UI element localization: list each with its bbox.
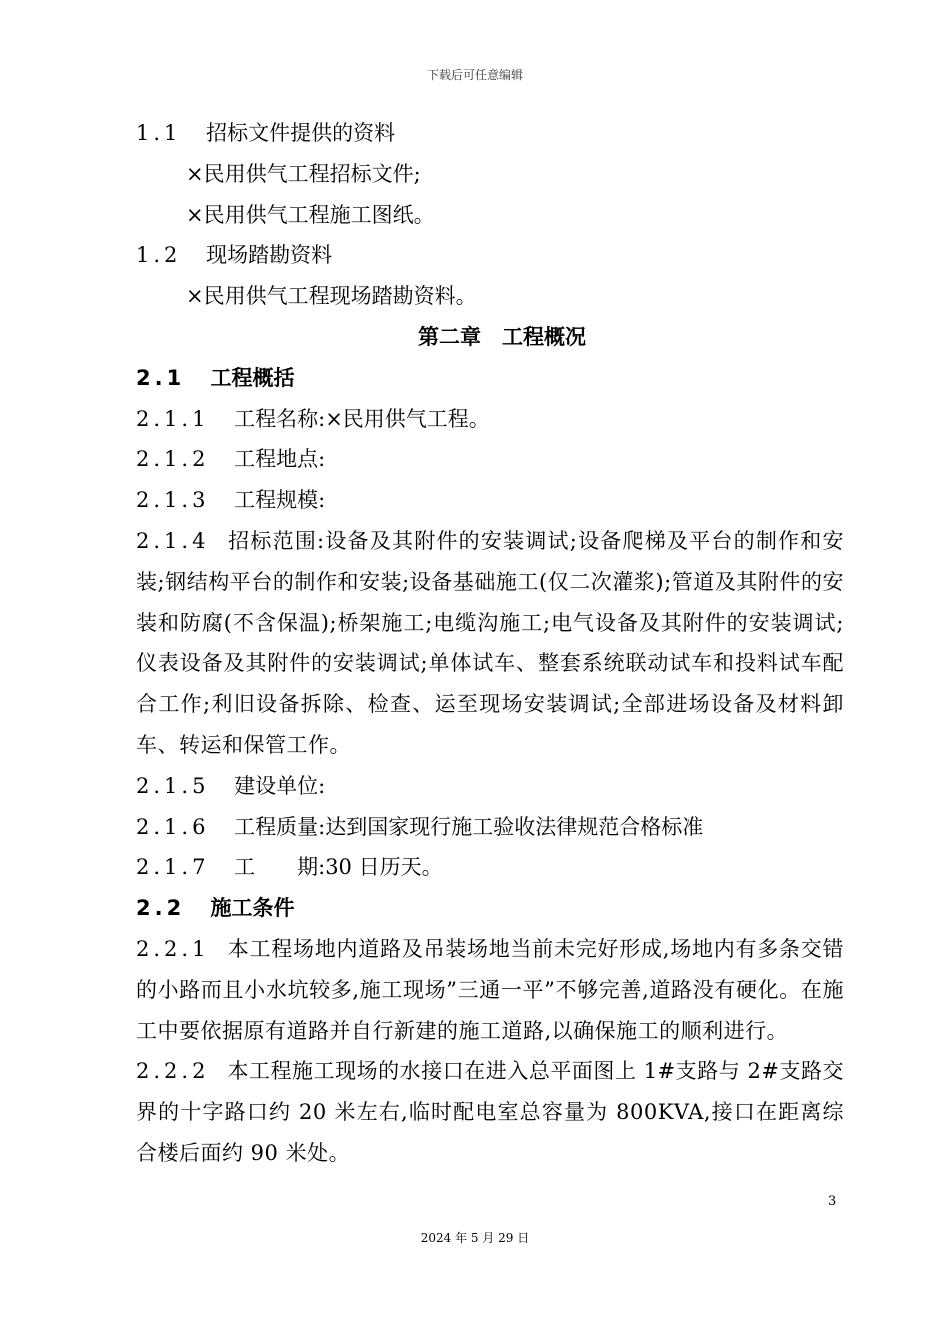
item-text: 建设单位:	[234, 773, 326, 798]
item-number: 2.1.3	[136, 488, 210, 513]
section-title: 现场踏勘资料	[206, 243, 333, 268]
item-text: 工程地点:	[234, 447, 326, 472]
section-number: 2.2	[136, 896, 186, 921]
item-text: 招标范围:设备及其附件的安装调试;设备爬梯及平台的制作和安装;钢结构平台的制作和安装;设备基础施工(仅二次灌浆);管道及其附件的安装和防腐(不含保温);桥架施工;电缆沟施工;电气设备及其附件的安装调试;仪表设备及其附件的安装调试;单体试车、整套系统联动试车和投料试车配合工作;利旧设备拆除、检查、运至现场安装调试;全部进场设备及材料卸车、转运和保管工作。	[136, 528, 844, 757]
item-text: 工程规模:	[234, 488, 326, 513]
item-text: 工程质量:达到国家现行施工验收法律规范合格标准	[234, 814, 704, 839]
list-item: ×民用供气工程招标文件;	[186, 161, 421, 186]
item-2-1-7	[136, 847, 844, 888]
item-number: 2.1.4	[136, 528, 210, 553]
section-2-2-heading	[136, 888, 844, 929]
item-number: 2.1.7	[136, 855, 210, 880]
section-number: 1.2	[136, 243, 182, 268]
item-2-1-6	[136, 807, 844, 848]
page-header: 下载后可任意编辑	[426, 68, 523, 82]
section-title: 施工条件	[210, 896, 295, 921]
section-title: 工程概括	[210, 365, 295, 390]
page-footer-date: 2024 年 5 月 29 日	[420, 1231, 530, 1245]
item-2-1-4	[136, 521, 844, 766]
item-2-1-2	[136, 439, 844, 480]
item-2-2-1	[136, 929, 844, 1051]
item-text: 本工程施工现场的水接口在进入总平面图上 1#支路与 2#支路交界的十字路口约 20 米左右,临时配电室总容量为 800KVA,接口在距离综合楼后面约 90 米处。	[136, 1059, 844, 1165]
item-2-1-3	[136, 480, 844, 521]
section-2-1-heading	[136, 358, 844, 399]
section-title: 招标文件提供的资料	[206, 121, 396, 145]
section-1-1-heading	[136, 113, 844, 154]
item-2-1-5	[136, 766, 844, 807]
item-text: 工程名称:×民用供气工程。	[234, 406, 490, 431]
item-2-2-2	[136, 1051, 844, 1173]
section-number: 1.1	[136, 121, 182, 145]
section-1-2-heading	[136, 235, 844, 276]
list-item: ×民用供气工程施工图纸。	[186, 202, 435, 227]
item-number: 2.2.1	[136, 936, 210, 961]
item-number: 2.1.6	[136, 814, 210, 839]
chapter-title: 第二章 工程概况	[418, 324, 586, 349]
list-item: ×民用供气工程现场踏勘资料。	[186, 284, 477, 309]
item-number: 2.1.1	[136, 406, 210, 431]
item-number: 2.2.2	[136, 1059, 210, 1084]
item-text: 工 期:30 日历天。	[234, 855, 443, 880]
document-body	[136, 113, 844, 1174]
page-number: 3	[828, 1194, 837, 1209]
item-2-1-1	[136, 399, 844, 440]
item-number: 2.1.2	[136, 447, 210, 472]
section-number: 2.1	[136, 365, 186, 390]
item-number: 2.1.5	[136, 773, 210, 798]
item-text: 本工程场地内道路及吊装场地当前未完好形成,场地内有多条交错的小路而且小水坑较多,施工现场”三通一平”不够完善,道路没有硬化。在施工中要依据原有道路并自行新建的施工道路,以确保施工的顺利进行。	[136, 936, 844, 1043]
